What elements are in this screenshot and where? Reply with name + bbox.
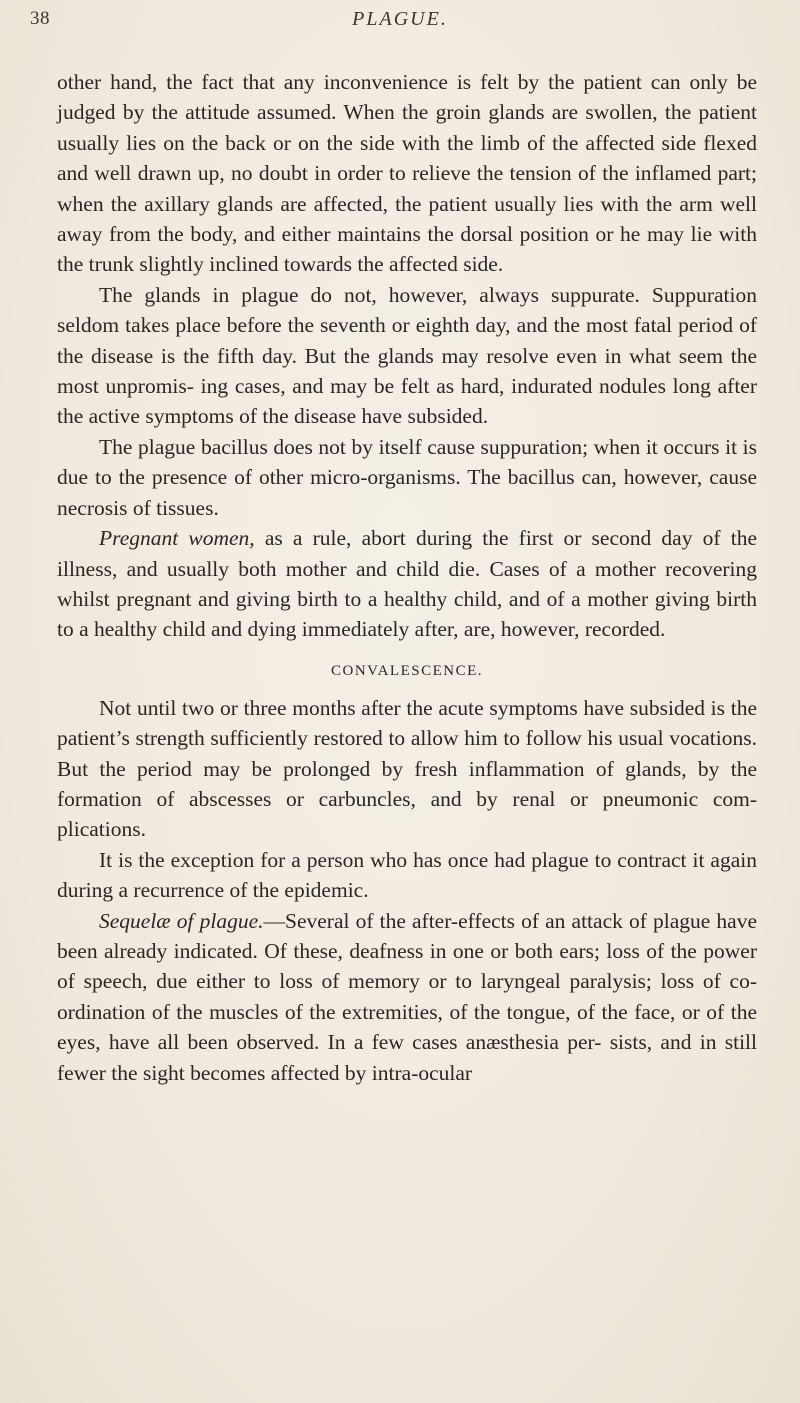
body-text [57, 67, 757, 1088]
paragraph-lead-italic: Sequelæ of plague. [99, 908, 264, 933]
running-head: PLAGUE. [352, 8, 448, 30]
paragraph-text: other hand, the fact that any inconvenience is felt by the patient can only be judged by the attitude assumed. When the groin glands are swollen, the patient usually lies on the back or on the side with the limb of the affected side flexed and well drawn up, no doubt in order to relieve the tension of the inflamed part; when the axillary glands are affected, the patient usually lies with the arm well away from the body, and either maintains the dorsal position or he may lie with the trunk slightly inclined towards the affected side. [57, 70, 757, 277]
paragraph [57, 432, 757, 523]
paragraph [57, 67, 757, 280]
paragraph-lead-italic: Pregnant women, [99, 526, 255, 551]
paragraph [57, 845, 757, 906]
paragraph-text: Not until two or three months after the acute symptoms have subsided is the patient’s strength sufficiently restored to allow him to follow his usual vocations. But the period may be prolonged by fresh inflammation of glands, by the formation of abscesses or carbuncles, and by renal or pneumonic com- plications. [57, 695, 757, 842]
paragraph-text: —Several of the after-effects of an attack of plague have been already indicated. Of these, deafness in one or both ears; loss of the power of speech, due either to loss of memory or to laryngeal paralysis; loss of co-ordination of the muscles of the extremities, of the tongue, of the face, or of the eyes, have all been observed. In a few cases anæsthesia per- sists, and in still fewer the sight becomes affected by intra-ocular [57, 908, 758, 1085]
paragraph [57, 906, 757, 1088]
paragraph-text: The plague bacillus does not by itself cause suppuration; when it occurs it is due to the presence of other micro-organisms. The bacillus can, however, cause necrosis of tissues. [57, 434, 757, 520]
paragraph [57, 523, 757, 645]
paragraph-text: The glands in plague do not, however, always suppurate. Suppuration seldom takes place before the seventh or eighth day, and the most fatal period of the disease is the fifth day. But the glands may resolve even in what seem the most unpromis- ing cases, and may be felt as hard, indurated nodules long after the active symptoms of the disease have subsided. [57, 282, 757, 429]
page-number: 38 [30, 8, 50, 29]
paragraph-text: It is the exception for a person who has once had plague to contract it again during a recurrence of the epidemic. [57, 847, 757, 903]
paragraph-text: as a rule, abort during the first or second day of the illness, and usually both mother and child die. Cases of a mother recovering whilst pregnant and giving birth to a healthy child, and of a mother giving birth to a healthy child and dying immediately after, are, however, recorded. [57, 526, 757, 642]
paragraph [57, 693, 757, 845]
paragraph [57, 280, 757, 432]
section-heading: CONVALESCENCE. [331, 662, 483, 679]
page-header [30, 8, 770, 38]
